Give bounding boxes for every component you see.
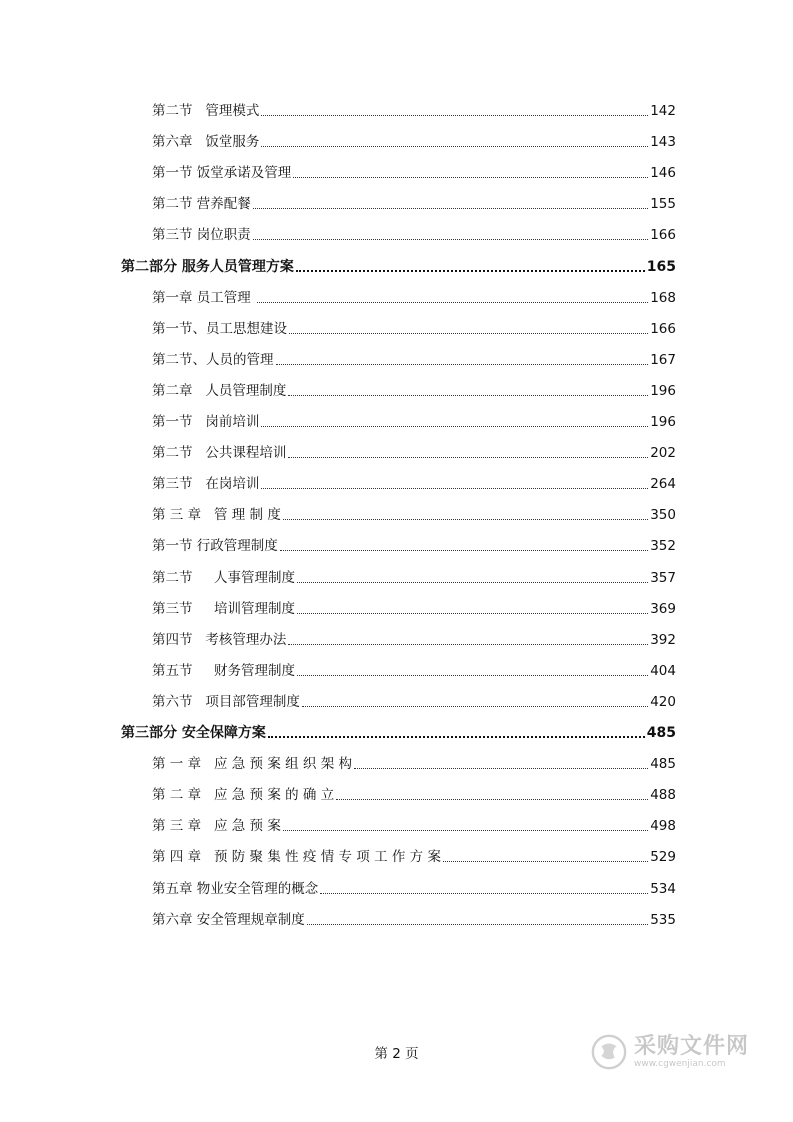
toc-leader-dots	[297, 582, 648, 583]
toc-entry-page: 404	[650, 662, 676, 679]
toc-entry[interactable]	[152, 874, 676, 898]
toc-entry-page: 146	[650, 165, 676, 182]
toc-entry-page: 202	[650, 445, 676, 462]
toc-leader-dots	[261, 146, 648, 147]
toc-entry-title: 第二节 管理模式	[152, 103, 260, 119]
toc-entry[interactable]	[152, 625, 676, 649]
toc-entry-title: 第三节 培训管理制度	[152, 600, 295, 617]
toc-entry-title: 第六章 安全管理规章制度	[152, 911, 305, 928]
toc-entry-page: 166	[650, 320, 676, 337]
toc-entry-page: 168	[650, 289, 676, 306]
toc-entry-page: 196	[650, 382, 676, 399]
toc-entry-title: 第二节 人事管理制度	[152, 569, 295, 586]
toc-leader-dots	[257, 302, 648, 303]
page-number: 第 2 页	[374, 1046, 419, 1062]
toc-entry-title: 第四节 考核管理办法	[152, 631, 287, 648]
toc-entry[interactable]	[152, 96, 676, 120]
toc-entry-page: 167	[650, 351, 676, 368]
toc-entry-title: 第 三 章 管 理 制 度	[152, 507, 281, 524]
toc-entry[interactable]	[152, 469, 676, 493]
toc-leader-dots	[296, 270, 645, 272]
toc-leader-dots	[302, 706, 648, 707]
toc-leader-dots	[297, 675, 648, 676]
toc-entry-title: 第六章 饭堂服务	[152, 134, 260, 151]
toc-part-entry[interactable]	[121, 718, 676, 742]
toc-part-entry[interactable]	[121, 252, 676, 276]
toc-entry-page: 498	[650, 818, 676, 835]
toc-entry-page: 352	[650, 538, 676, 555]
toc-entry-page: 350	[650, 507, 676, 524]
toc-entry[interactable]	[152, 500, 676, 524]
toc-entry[interactable]	[152, 407, 676, 431]
toc-entry[interactable]	[152, 438, 676, 462]
toc-entry-title: 第三节 在岗培训	[152, 476, 260, 493]
toc-entry-title: 第一节、员工思想建设	[152, 320, 287, 337]
toc-leader-dots	[293, 177, 648, 178]
toc-entry-title: 第一节 岗前培训	[152, 414, 260, 430]
toc-entry[interactable]	[152, 283, 676, 307]
toc-entry[interactable]	[152, 189, 676, 213]
watermark-url: www.cgwenjian.com	[634, 1058, 726, 1069]
toc-leader-dots	[261, 426, 648, 427]
toc-entry-title: 第二节、人员的管理	[152, 351, 274, 368]
toc-entry-title: 第二节 营养配餐	[152, 196, 251, 213]
toc-entry[interactable]	[152, 345, 676, 369]
toc-leader-dots	[288, 457, 648, 458]
toc-entry[interactable]	[152, 563, 676, 587]
watermark-logo-icon	[590, 1033, 628, 1071]
toc-entry[interactable]	[152, 594, 676, 618]
toc-entry-title: 第二章 人员管理制度	[152, 382, 287, 399]
toc-entry-page: 392	[650, 631, 676, 648]
toc-leader-dots	[297, 613, 648, 614]
toc-entry-title: 第五章 物业安全管理的概念	[152, 880, 319, 897]
toc-entry-page: 535	[650, 911, 676, 928]
toc-entry[interactable]	[152, 811, 676, 835]
toc-entry-title: 第六节 项目部管理制度	[152, 693, 300, 710]
toc-leader-dots	[280, 550, 648, 551]
toc-entry-page: 166	[650, 227, 676, 244]
toc-entry-page: 196	[650, 414, 676, 430]
toc-leader-dots	[307, 924, 648, 925]
toc-entry-page: 143	[650, 134, 676, 151]
toc-entry-page: 142	[650, 103, 676, 119]
toc-leader-dots	[283, 830, 648, 831]
toc-entry-page: 420	[650, 693, 676, 710]
toc-entry[interactable]	[152, 220, 676, 244]
toc-entry[interactable]	[152, 780, 676, 804]
toc-leader-dots	[288, 644, 648, 645]
toc-entry-title: 第 三 章 应 急 预 案	[152, 818, 281, 835]
toc-entry-title: 第一章 员工管理	[152, 289, 256, 306]
toc-entry-page: 485	[650, 756, 676, 773]
toc-entry-title: 第五节 财务管理制度	[152, 662, 295, 679]
toc-entry-page: 357	[650, 569, 676, 586]
toc-entry[interactable]	[152, 531, 676, 555]
toc-entry[interactable]	[152, 905, 676, 929]
toc-entry-title: 第三节 岗位职责	[152, 227, 251, 244]
toc-leader-dots	[261, 115, 648, 116]
toc-entry-page: 369	[650, 600, 676, 617]
toc-entry-page: 155	[650, 196, 676, 213]
toc-entry-title: 第一节 饭堂承诺及管理	[152, 165, 292, 182]
toc-entry-page: 485	[646, 725, 676, 741]
toc-leader-dots	[268, 736, 645, 738]
toc-entry[interactable]	[152, 376, 676, 400]
toc-entry-page: 534	[650, 880, 676, 897]
toc-entry-page: 264	[650, 476, 676, 493]
toc-entry-page: 165	[646, 258, 676, 275]
toc-entry[interactable]	[152, 842, 676, 866]
toc-entry[interactable]	[152, 687, 676, 711]
toc-entry-title: 第二部分 服务人员管理方案	[121, 258, 294, 275]
toc-leader-dots	[283, 519, 648, 520]
toc-entry-page: 488	[650, 787, 676, 804]
toc-leader-dots	[288, 395, 648, 396]
toc-leader-dots	[253, 239, 648, 240]
toc-entry-page: 529	[650, 849, 676, 866]
toc-entry-title: 第 一 章 应 急 预 案 组 织 架 构	[152, 756, 352, 773]
toc-entry[interactable]	[152, 158, 676, 182]
toc-entry[interactable]	[152, 314, 676, 338]
toc-entry-title: 第二节 公共课程培训	[152, 445, 287, 462]
watermark-name: 采购文件网	[634, 1033, 750, 1059]
toc-entry[interactable]	[152, 749, 676, 773]
toc-leader-dots	[443, 861, 648, 862]
toc-entry[interactable]	[152, 127, 676, 151]
toc-leader-dots	[253, 208, 648, 209]
toc-leader-dots	[289, 333, 648, 334]
toc-entry-title: 第三部分 安全保障方案	[121, 725, 266, 741]
watermark	[590, 1030, 760, 1074]
toc-leader-dots	[336, 799, 648, 800]
toc-entry-title: 第一节 行政管理制度	[152, 538, 278, 555]
toc-leader-dots	[276, 364, 649, 365]
toc-leader-dots	[320, 893, 648, 894]
toc-leader-dots	[354, 768, 648, 769]
toc-entry-title: 第 二 章 应 急 预 案 的 确 立	[152, 787, 335, 804]
toc-leader-dots	[261, 488, 648, 489]
toc-entry[interactable]	[152, 656, 676, 680]
toc-entry-title: 第 四 章 预 防 聚 集 性 疫 情 专 项 工 作 方 案	[152, 849, 441, 866]
